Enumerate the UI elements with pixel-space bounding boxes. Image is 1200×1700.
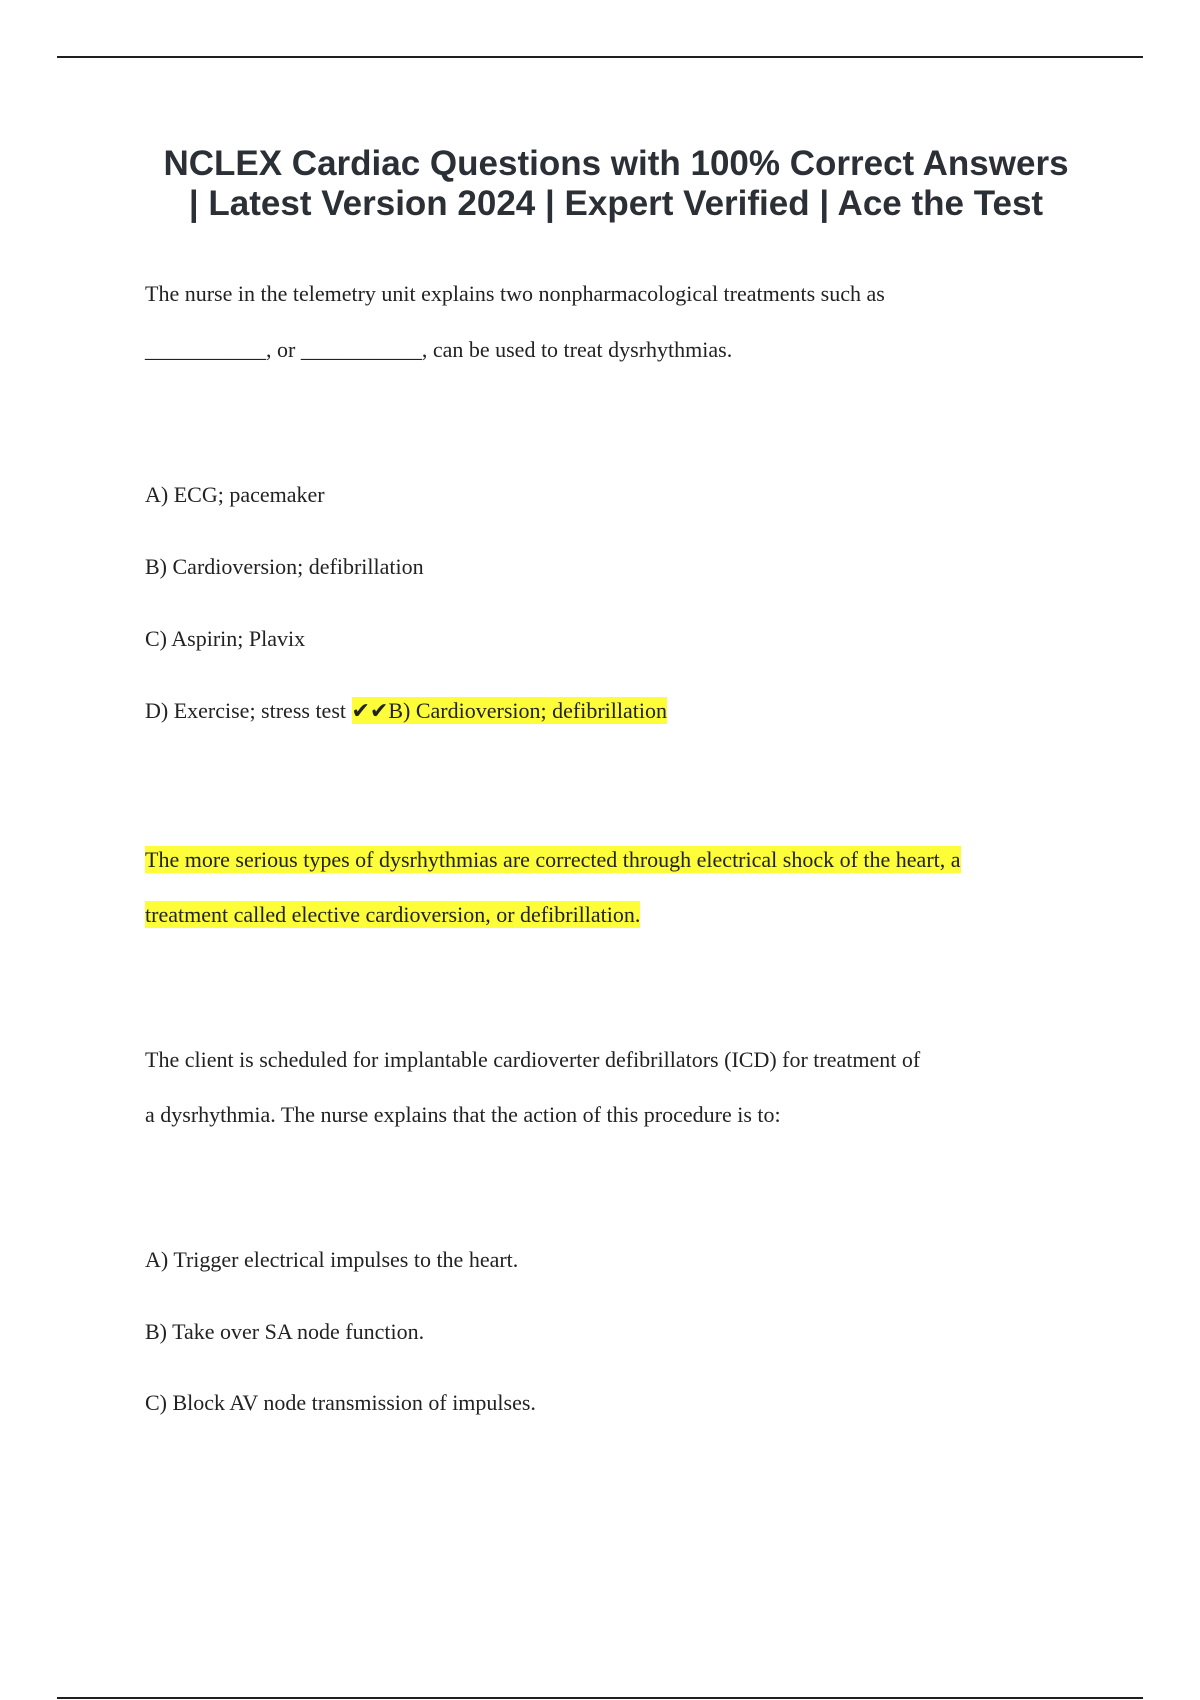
q1-rationale-line-1 bbox=[145, 846, 961, 874]
title-line-1: NCLEX Cardiac Questions with 100% Correct Answers bbox=[163, 144, 1069, 183]
q1-option-a: A) ECG; pacemaker bbox=[145, 482, 325, 507]
q2-stem-line-2: a dysrhythmia. The nurse explains that the action of this procedure is to: bbox=[145, 1102, 781, 1127]
q2-stem-line-1: The client is scheduled for implantable cardioverter defibrillators (ICD) for treatment of bbox=[145, 1047, 921, 1072]
title-line-2: | Latest Version 2024 | Expert Verified | Ace the Test bbox=[188, 184, 1044, 223]
q1-option-b: B) Cardioversion; defibrillation bbox=[145, 554, 424, 579]
q1-option-c: C) Aspirin; Plavix bbox=[145, 626, 306, 651]
q2-option-a: A) Trigger electrical impulses to the heart. bbox=[145, 1247, 519, 1272]
q1-option-d-row bbox=[145, 697, 667, 725]
q1-answer-highlight: ✔✔B) Cardioversion; defibrillation bbox=[351, 698, 667, 723]
bottom-rule bbox=[57, 1697, 1143, 1699]
q2-option-b: B) Take over SA node function. bbox=[145, 1319, 425, 1344]
q1-rationale-text-2: treatment called elective cardioversion, or defibrillation. bbox=[145, 902, 641, 927]
q1-rationale-text-1: The more serious types of dysrhythmias are corrected through electrical shock of the heart, a bbox=[145, 847, 961, 872]
q1-rationale-line-2 bbox=[145, 901, 640, 929]
q1-stem-line-2: ___________, or ___________, can be used to treat dysrhythmias. bbox=[145, 337, 733, 362]
top-rule bbox=[57, 56, 1143, 58]
q1-option-d: D) Exercise; stress test bbox=[145, 698, 346, 723]
q1-stem-line-1: The nurse in the telemetry unit explains two nonpharmacological treatments such as bbox=[145, 281, 885, 306]
document-title bbox=[100, 144, 1132, 224]
q2-option-c: C) Block AV node transmission of impulses. bbox=[145, 1390, 536, 1415]
